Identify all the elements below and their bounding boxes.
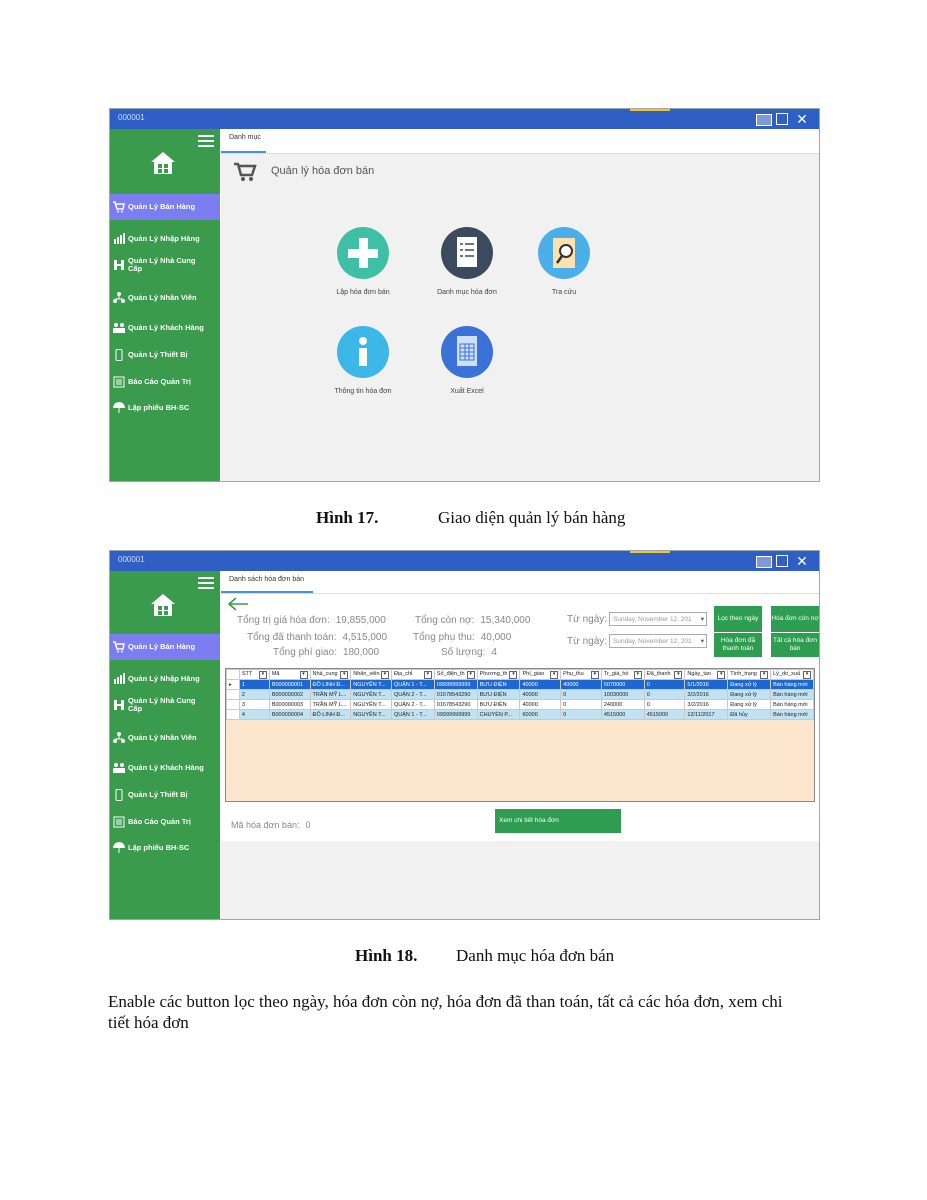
figure-caption — [316, 508, 626, 528]
caption-number: Hình 17. — [316, 508, 379, 527]
cart-icon — [233, 162, 257, 182]
tile-label: Thông tin hóa đơn — [334, 388, 392, 395]
dropdown-icon[interactable]: ▾ — [591, 671, 599, 679]
search-doc-icon — [538, 227, 590, 279]
sidebar-item-label: Lập phiếu BH-SC — [128, 843, 190, 852]
table-cell[interactable]: 10030000 — [601, 690, 644, 700]
stat-label: Tổng đã thanh toán: — [247, 632, 337, 643]
maximize-button[interactable] — [776, 113, 788, 125]
sidebar-item-thiet-bi[interactable] — [110, 782, 220, 808]
checklist-icon — [441, 227, 493, 279]
title-accent — [630, 551, 670, 553]
tile-xuat-excel[interactable] — [417, 326, 517, 395]
tab-danh-muc[interactable]: Danh mục — [229, 134, 261, 141]
stat-value: 4 — [491, 647, 497, 658]
invoice-code-label — [231, 820, 310, 830]
sidebar — [110, 571, 220, 919]
column-header[interactable] — [771, 670, 814, 680]
sidebar-item-label: Quản Lý Nhà Cung Cấp — [128, 696, 196, 713]
dropdown-icon[interactable]: ▾ — [467, 671, 475, 679]
stat-tong-phi-giao — [273, 647, 379, 658]
tile-tra-cuu[interactable] — [514, 227, 614, 296]
sidebar-item-label: Lập phiếu BH-SC — [128, 403, 190, 412]
sidebar-item-label: Quản Lý Khách Hàng — [128, 763, 204, 772]
header-label: Phí_giao — [522, 670, 545, 677]
column-header[interactable] — [434, 670, 477, 680]
plus-icon — [337, 227, 389, 279]
paid-invoices-button[interactable]: Hóa đơn đã thanh toán — [714, 633, 762, 657]
header-label: Địa_chỉ — [393, 670, 413, 677]
tile-label: Xuất Excel — [450, 388, 484, 395]
tab-header — [221, 571, 819, 594]
table-cell[interactable]: 40000 — [520, 690, 561, 700]
table-cell[interactable]: 40000 — [520, 700, 561, 710]
table-cell[interactable]: 3 — [239, 700, 269, 710]
table-cell[interactable]: NGUYỄN T... — [351, 680, 392, 690]
table-cell[interactable]: 0 — [644, 700, 685, 710]
header-label: Tr_giá_hó — [603, 670, 629, 677]
date-to-label: Từ ngày: — [567, 636, 608, 647]
table-row[interactable] — [227, 690, 814, 700]
org-icon — [113, 292, 125, 304]
invoice-table — [226, 669, 814, 720]
table-cell[interactable]: 240000 — [601, 700, 644, 710]
main-content — [221, 571, 819, 919]
report-icon — [113, 816, 125, 828]
sidebar-item-nhan-vien[interactable] — [110, 725, 220, 751]
header-label: Nhà_cung — [312, 670, 338, 677]
table-cell[interactable]: 0 — [644, 690, 685, 700]
table-cell[interactable]: NGUYỄN T... — [351, 710, 392, 720]
date-from-picker[interactable] — [609, 612, 707, 626]
supplier-icon — [113, 259, 125, 271]
column-header[interactable] — [310, 670, 351, 680]
table-cell[interactable]: BƯU ĐIỆN — [477, 680, 520, 690]
sidebar-item-nhap-hang[interactable] — [110, 226, 220, 252]
table-cell[interactable]: 60000 — [520, 710, 561, 720]
stat-value: 4,515,000 — [342, 632, 388, 643]
table-cell[interactable]: B000000001 — [269, 680, 310, 690]
phone-icon — [113, 349, 125, 361]
table-cell[interactable]: Bán hàng mới — [771, 700, 814, 710]
column-header[interactable] — [520, 670, 561, 680]
bar-chart-icon — [113, 673, 125, 685]
umbrella-icon — [113, 842, 125, 854]
dropdown-icon[interactable]: ▾ — [424, 671, 432, 679]
tile-label: Danh mục hóa đơn — [437, 289, 497, 296]
table-cell[interactable]: 40000 — [561, 680, 602, 690]
stat-value: 40,000 — [480, 632, 512, 643]
column-header[interactable] — [239, 670, 269, 680]
table-cell[interactable]: BƯU ĐIỆN — [477, 700, 520, 710]
sidebar-item-label: Quản Lý Nhập Hàng — [128, 674, 200, 683]
table-cell[interactable]: TRẦN MỸ L... — [310, 690, 351, 700]
stat-value: 15,340,000 — [480, 615, 531, 626]
sidebar-item-bao-cao[interactable] — [110, 809, 220, 835]
table-cell[interactable]: 0 — [561, 710, 602, 720]
sidebar-item-bh-sc[interactable] — [110, 395, 220, 421]
chevron-down-icon: ▾ — [700, 616, 704, 623]
table-cell[interactable]: 0 — [561, 690, 602, 700]
tab-underline — [221, 151, 266, 153]
table-cell[interactable]: 09999999999 — [434, 680, 477, 690]
table-cell[interactable]: B000000004 — [269, 710, 310, 720]
header-label: Nhân_viên — [353, 670, 380, 677]
dropdown-icon[interactable]: ▾ — [259, 671, 267, 679]
column-header[interactable] — [685, 670, 728, 680]
phone-icon — [113, 789, 125, 801]
header-label: Phụ_thu — [563, 670, 584, 677]
table-cell[interactable]: ĐỖ LINH Đ... — [310, 710, 351, 720]
table-cell[interactable]: Bán hàng mới — [771, 710, 814, 720]
close-button[interactable]: ✕ — [796, 111, 808, 127]
spreadsheet-icon — [441, 326, 493, 378]
table-body — [227, 680, 814, 720]
stat-label: Tổng còn nợ: — [415, 615, 475, 626]
table-cell[interactable]: 01678543290 — [434, 690, 477, 700]
row-header-cell[interactable] — [227, 700, 240, 710]
supplier-icon — [113, 699, 125, 711]
caption-text: Giao diện quản lý bán hàng — [438, 508, 626, 527]
dropdown-icon[interactable]: ▾ — [803, 671, 811, 679]
header-label: Mã — [271, 670, 280, 677]
table-cell[interactable]: 0 — [644, 680, 685, 690]
sidebar — [110, 129, 220, 481]
title-bar — [110, 551, 819, 571]
tab-underline — [221, 591, 313, 593]
dropdown-icon[interactable]: ▾ — [509, 671, 517, 679]
row-header-cell[interactable] — [227, 690, 240, 700]
header-label: STT — [241, 670, 253, 677]
sidebar-item-label: Quản Lý Nhà Cung Cấp — [128, 256, 196, 273]
header-label: Lý_do_xuấ — [773, 670, 801, 677]
tile-danh-muc-hoa-don[interactable] — [417, 227, 517, 296]
sidebar-item-nha-cung-cap[interactable] — [110, 692, 220, 718]
tile-label: Lập hóa đơn bán — [336, 289, 390, 296]
sidebar-item-khach-hang[interactable] — [110, 315, 220, 341]
table-cell[interactable]: BƯU ĐIỆN — [477, 690, 520, 700]
sidebar-item-ban-hang[interactable] — [110, 194, 220, 220]
dropdown-icon[interactable]: ▾ — [717, 671, 725, 679]
table-cell[interactable]: QUẬN 1 - T... — [391, 680, 434, 690]
filter-by-date-button[interactable]: Lọc theo ngày — [714, 606, 762, 632]
sidebar-item-thiet-bi[interactable] — [110, 342, 220, 368]
column-header[interactable] — [561, 670, 602, 680]
stat-label: Tổng trị giá hóa đơn: — [237, 615, 330, 626]
caption-text: Danh mục hóa đơn bán — [456, 946, 615, 965]
stat-label: Tổng phí giao: — [273, 647, 337, 658]
button-label: Xem chi tiết hóa đơn — [499, 817, 559, 824]
table-cell[interactable]: 12/11/2017 — [685, 710, 728, 720]
customers-icon — [113, 322, 125, 334]
sidebar-item-bh-sc[interactable] — [110, 835, 220, 861]
sidebar-item-label: Quản Lý Khách Hàng — [128, 323, 204, 332]
tab-header — [221, 129, 819, 154]
table-cell[interactable]: 5070000 — [601, 680, 644, 690]
date-value: Sunday, November 12, 201 — [613, 638, 692, 645]
title-bar — [110, 109, 819, 129]
title-accent — [630, 109, 670, 111]
chevron-down-icon: ▾ — [700, 638, 704, 645]
date-from-label: Từ ngày: — [567, 614, 608, 625]
table-cell[interactable]: TRẦN MỸ L... — [310, 700, 351, 710]
stat-tong-da-thanh-toan — [247, 632, 387, 643]
sidebar-item-label: Báo Cáo Quản Trị — [128, 817, 191, 826]
tile-thong-tin-hoa-don[interactable] — [313, 326, 413, 395]
tile-label: Tra cứu — [551, 289, 577, 296]
column-header[interactable] — [269, 670, 310, 680]
app-window-fig17 — [109, 108, 820, 482]
column-header[interactable] — [391, 670, 434, 680]
home-icon[interactable] — [150, 151, 176, 175]
info-icon — [337, 326, 389, 378]
sidebar-item-label: Quản Lý Nhân Viên — [128, 293, 197, 302]
stat-tong-con-no — [415, 615, 530, 626]
figure-caption — [355, 946, 615, 966]
dropdown-icon[interactable]: ▾ — [550, 671, 558, 679]
sidebar-item-label: Quản Lý Nhập Hàng — [128, 234, 200, 243]
invoice-grid[interactable] — [225, 668, 815, 802]
dropdown-icon[interactable]: ▾ — [674, 671, 682, 679]
column-header[interactable] — [728, 670, 771, 680]
table-row[interactable] — [227, 710, 814, 720]
table-cell[interactable]: Đang xử lý — [728, 700, 771, 710]
table-cell[interactable]: 2 — [239, 690, 269, 700]
window-title: 000001 — [118, 113, 145, 122]
close-button[interactable]: ✕ — [796, 553, 808, 569]
table-row[interactable] — [227, 680, 814, 690]
row-header-cell[interactable]: ▸ — [227, 680, 240, 690]
stat-value: 180,000 — [342, 647, 380, 658]
table-cell[interactable]: 5/1/2016 — [685, 680, 728, 690]
caption-number: Hình 18. — [355, 946, 418, 965]
stat-label: Số lượng: — [441, 647, 486, 658]
back-arrow-icon[interactable] — [227, 597, 249, 611]
column-header[interactable] — [644, 670, 685, 680]
table-cell[interactable]: 3/2/2016 — [685, 690, 728, 700]
customers-icon — [113, 762, 125, 774]
main-content — [221, 129, 819, 481]
sidebar-item-label: Quản Lý Thiết Bị — [128, 790, 188, 799]
sidebar-item-label: Quản Lý Bán Hàng — [128, 202, 196, 211]
sidebar-item-label: Quản Lý Bán Hàng — [128, 642, 196, 651]
table-cell[interactable]: QUẬN 1 - T... — [391, 710, 434, 720]
table-cell[interactable]: 09999999999 — [434, 710, 477, 720]
section-title: Quản lý hóa đơn bán — [271, 165, 375, 177]
sidebar-item-nhan-vien[interactable] — [110, 285, 220, 311]
app-window-fig18 — [109, 550, 820, 920]
table-cell[interactable]: 40000 — [520, 680, 561, 690]
column-header[interactable] — [351, 670, 392, 680]
table-cell[interactable]: Bán hàng mới — [771, 690, 814, 700]
table-cell[interactable]: 1 — [239, 680, 269, 690]
column-header[interactable] — [601, 670, 644, 680]
table-cell[interactable]: 01678543290 — [434, 700, 477, 710]
stat-label: Tổng phụ thu: — [413, 632, 475, 643]
cart-icon — [113, 201, 125, 213]
dropdown-icon[interactable]: ▾ — [300, 671, 308, 679]
dropdown-icon[interactable]: ▾ — [760, 671, 768, 679]
hamburger-menu-icon[interactable] — [198, 577, 214, 592]
sidebar-item-khach-hang[interactable] — [110, 755, 220, 781]
table-cell[interactable]: Bán hàng mới — [771, 680, 814, 690]
cart-icon — [113, 641, 125, 653]
table-cell[interactable]: QUẬN 2 - T... — [391, 700, 434, 710]
window-title: 000001 — [118, 555, 145, 564]
keyboard-icon[interactable] — [756, 114, 772, 126]
tile-lap-hoa-don[interactable] — [313, 227, 413, 296]
maximize-button[interactable] — [776, 555, 788, 567]
dropdown-icon[interactable]: ▾ — [381, 671, 389, 679]
org-icon — [113, 732, 125, 744]
header-label: Ngày_tao — [687, 670, 711, 677]
table-row[interactable] — [227, 700, 814, 710]
table-cell[interactable]: 0 — [561, 700, 602, 710]
stat-tong-phu-thu — [413, 632, 511, 643]
body-paragraph: Enable các button lọc theo ngày, hóa đơn còn nợ, hóa đơn đã than toán, tất cả các hóa đơn, xem chi tiết hóa đơn — [108, 992, 783, 1032]
table-cell[interactable]: B000000003 — [269, 700, 310, 710]
view-invoice-detail-button[interactable] — [495, 809, 621, 833]
table-cell[interactable]: 4515000 — [644, 710, 685, 720]
sidebar-item-label: Báo Cáo Quản Trị — [128, 377, 191, 386]
table-cell[interactable]: 4515000 — [601, 710, 644, 720]
header-label: Phương_th — [479, 670, 508, 677]
table-cell[interactable]: Đang xử lý — [728, 690, 771, 700]
table-cell[interactable]: Đang xử lý — [728, 680, 771, 690]
hamburger-menu-icon[interactable] — [198, 135, 214, 150]
stat-value: 0 — [305, 820, 311, 830]
table-cell[interactable]: CHUYỂN P... — [477, 710, 520, 720]
home-icon[interactable] — [150, 593, 176, 617]
stat-value: 19,855,000 — [335, 615, 386, 626]
table-cell[interactable]: ĐỖ LINH Đ... — [310, 680, 351, 690]
row-header-cell[interactable] — [227, 710, 240, 720]
sidebar-item-nhap-hang[interactable] — [110, 666, 220, 692]
table-cell[interactable]: Đã hủy — [728, 710, 771, 720]
stat-label: Mã hóa đơn bán: — [231, 820, 300, 830]
tab-danh-sach[interactable]: Danh sách hóa đơn bán — [229, 576, 305, 583]
sidebar-item-bao-cao[interactable] — [110, 369, 220, 395]
unpaid-invoices-button[interactable]: Hóa đơn còn nợ — [771, 606, 819, 632]
table-cell[interactable]: QUẬN 2 - T... — [391, 690, 434, 700]
keyboard-icon[interactable] — [756, 556, 772, 568]
sidebar-item-label: Quản Lý Thiết Bị — [128, 350, 188, 359]
table-cell[interactable]: NGUYỄN T... — [351, 700, 392, 710]
sidebar-item-ban-hang[interactable] — [110, 634, 220, 660]
stat-so-luong — [441, 647, 497, 658]
dropdown-icon[interactable]: ▾ — [634, 671, 642, 679]
bar-chart-icon — [113, 233, 125, 245]
umbrella-icon — [113, 402, 125, 414]
column-header[interactable] — [477, 670, 520, 680]
sidebar-item-nha-cung-cap[interactable] — [110, 252, 220, 278]
header-label: Tình_trạng — [730, 670, 757, 677]
dropdown-icon[interactable]: ▾ — [340, 671, 348, 679]
report-icon — [113, 376, 125, 388]
date-value: Sunday, November 12, 201 — [613, 616, 692, 623]
header-label: Số_điện_th — [436, 670, 465, 677]
sidebar-item-label: Quản Lý Nhân Viên — [128, 733, 197, 742]
all-invoices-button[interactable]: Tất cả hóa đơn bán — [771, 633, 819, 657]
table-header-row — [227, 670, 814, 680]
row-header-cell — [227, 670, 240, 680]
table-cell[interactable]: NGUYỄN T... — [351, 690, 392, 700]
stat-tong-tri-gia — [237, 615, 386, 626]
table-cell[interactable]: 3/2/2016 — [685, 700, 728, 710]
table-cell[interactable]: B000000002 — [269, 690, 310, 700]
header-label: Đã_thanh — [646, 670, 671, 677]
table-cell[interactable]: 4 — [239, 710, 269, 720]
date-to-picker[interactable] — [609, 634, 707, 648]
